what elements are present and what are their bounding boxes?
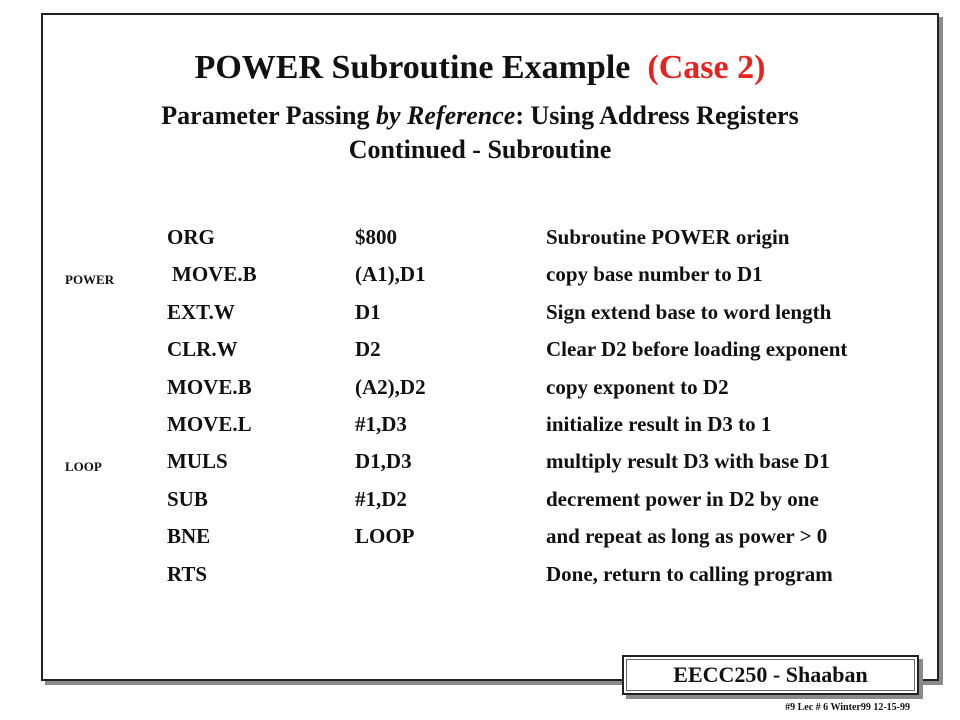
slide-subtitle: [0, 99, 960, 167]
code-comment: Clear D2 before loading exponent: [546, 337, 848, 362]
code-line: [0, 559, 960, 596]
code-arg: LOOP: [355, 524, 415, 549]
code-comment: Sign extend base to word length: [546, 299, 832, 324]
code-arg: D2: [355, 337, 381, 362]
code-line: [0, 334, 960, 371]
code-op: SUB: [167, 486, 208, 511]
code-comment: multiply result D3 with base D1: [546, 449, 830, 474]
subtitle-line-1: [0, 99, 960, 133]
code-arg: (A2),D2: [355, 374, 426, 399]
code-op: MOVE.B: [167, 374, 252, 399]
code-op: CLR.W: [167, 337, 238, 362]
code-line: [0, 484, 960, 521]
code-label: POWER: [65, 272, 115, 288]
subtitle-line-2: Continued - Subroutine: [348, 135, 612, 164]
code-line: [0, 259, 960, 296]
code-comment: copy exponent to D2: [546, 374, 729, 399]
code-comment: decrement power in D2 by one: [546, 486, 819, 511]
title-main: POWER Subroutine Example: [194, 49, 631, 86]
code-arg: #1,D3: [355, 411, 407, 436]
code-line: [0, 297, 960, 334]
code-comment: copy base number to D1: [546, 262, 763, 287]
subtitle-part1: Parameter Passing: [161, 101, 376, 130]
slide-meta: #9 Lec # 6 Winter99 12-15-99: [785, 702, 910, 713]
code-arg: D1,D3: [355, 449, 412, 474]
code-op: MOVE.L: [167, 411, 252, 436]
code-op: MOVE.B: [172, 262, 257, 287]
code-line: [0, 372, 960, 409]
code-op: MULS: [167, 449, 228, 474]
code-op: ORG: [167, 225, 215, 249]
code-line: [0, 446, 960, 483]
code-arg: #1,D2: [355, 486, 407, 511]
code-line: [0, 409, 960, 446]
course-label: EECC250 - Shaaban: [673, 662, 868, 687]
code-arg: D1: [355, 299, 381, 324]
code-line: [0, 222, 960, 259]
code-comment: Subroutine POWER origin: [546, 225, 790, 249]
code-line: [0, 521, 960, 558]
code-arg: (A1),D1: [355, 262, 426, 287]
course-badge: [622, 655, 919, 695]
subtitle-italic: by Reference: [376, 101, 516, 130]
code-comment: Done, return to calling program: [546, 561, 833, 586]
code-op: EXT.W: [167, 299, 235, 324]
subtitle-part2: : Using Address Registers: [515, 101, 799, 130]
slide-title: [0, 48, 960, 88]
code-op: BNE: [167, 524, 211, 549]
title-case: (Case 2): [647, 49, 766, 86]
code-comment: initialize result in D3 to 1: [546, 411, 772, 436]
code-label: LOOP: [65, 459, 102, 475]
code-comment: and repeat as long as power > 0: [546, 524, 828, 549]
code-op: RTS: [167, 561, 208, 586]
code-listing: [0, 222, 960, 596]
code-arg: $800: [355, 225, 397, 249]
